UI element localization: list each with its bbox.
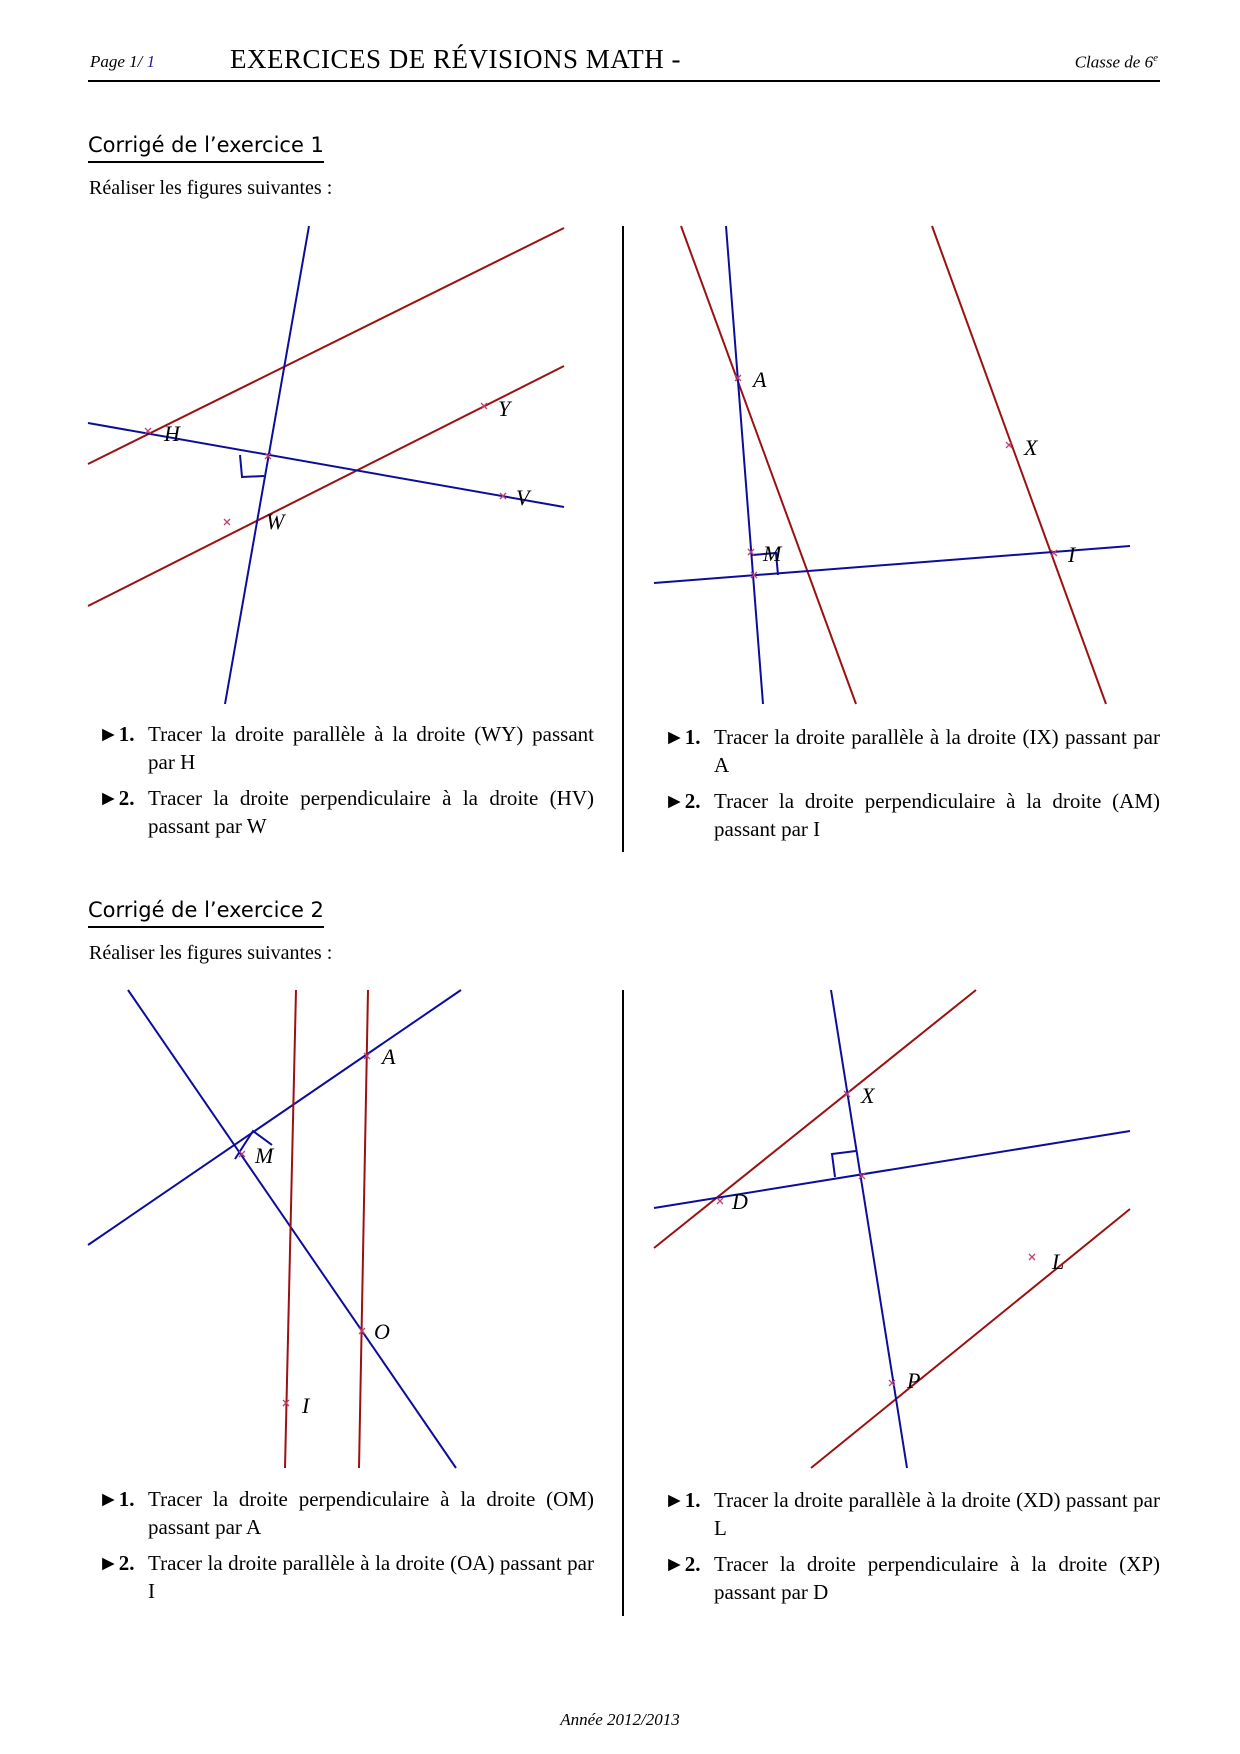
- point-label-V: V: [516, 485, 530, 510]
- page-total-link[interactable]: 1: [146, 52, 156, 71]
- list-item: ►2. Tracer la droite perpendiculaire à la droite (HV) passant par W: [98, 786, 594, 838]
- figure-1-right-instructions: [664, 723, 1160, 851]
- column-divider: [622, 226, 624, 852]
- list-item: ►2. Tracer la droite perpendiculaire à la droite (XP) passant par D: [664, 1552, 1160, 1604]
- point-label-P: P: [907, 1368, 921, 1393]
- point-label-X: X: [1024, 435, 1038, 460]
- point-label-M: M: [763, 541, 782, 566]
- column-divider: [622, 990, 624, 1616]
- figure-1-left: [88, 226, 564, 704]
- list-item: ►1. Tracer la droite parallèle à la droite (WY) passant par H: [98, 722, 594, 774]
- exercise-1-title: Corrigé de l’exercice 1: [88, 133, 324, 163]
- point-label-X: X: [861, 1083, 875, 1108]
- figure-2-right: [654, 990, 1130, 1468]
- point-label-A: A: [382, 1044, 396, 1069]
- figure-1-left-instructions: [98, 720, 594, 848]
- exercise-1-intro: Réaliser les figures suivantes :: [89, 177, 333, 199]
- point-label-A: A: [753, 367, 767, 392]
- class-label: Classe de 6e: [1074, 52, 1158, 72]
- figure-2-left-instructions: [98, 1485, 594, 1613]
- page-footer: Année 2012/2013: [560, 1710, 680, 1729]
- figure-2-left: [88, 990, 564, 1468]
- point-label-I: I: [1068, 542, 1076, 567]
- figure-2-right-instructions: [664, 1486, 1160, 1614]
- document-title: EXERCICES DE RÉVISIONS MATH -: [230, 44, 682, 74]
- point-label-W: W: [266, 509, 285, 534]
- point-label-Y: Y: [498, 396, 511, 421]
- list-item: ►1. Tracer la droite parallèle à la droite (IX) passant par A: [664, 725, 1160, 777]
- point-label-D: D: [732, 1189, 748, 1214]
- exercise-2-intro: Réaliser les figures suivantes :: [89, 942, 333, 964]
- point-label-I: I: [302, 1393, 310, 1418]
- page-number: Page 1/ 1: [90, 52, 156, 71]
- point-label-O: O: [374, 1319, 390, 1344]
- list-item: ►2. Tracer la droite perpendiculaire à la droite (AM) passant par I: [664, 789, 1160, 841]
- exercise-2-title: Corrigé de l’exercice 2: [88, 898, 324, 928]
- list-item: ►2. Tracer la droite parallèle à la droite (OA) passant par I: [98, 1551, 594, 1603]
- point-label-H: H: [164, 421, 180, 446]
- page-header: [88, 44, 1160, 82]
- point-label-M: M: [255, 1143, 274, 1168]
- list-item: ►1. Tracer la droite perpendiculaire à la droite (OM) passant par A: [98, 1487, 594, 1539]
- figure-1-right: [654, 226, 1130, 704]
- point-label-L: L: [1052, 1249, 1065, 1274]
- list-item: ►1. Tracer la droite parallèle à la droite (XD) passant par L: [664, 1488, 1160, 1540]
